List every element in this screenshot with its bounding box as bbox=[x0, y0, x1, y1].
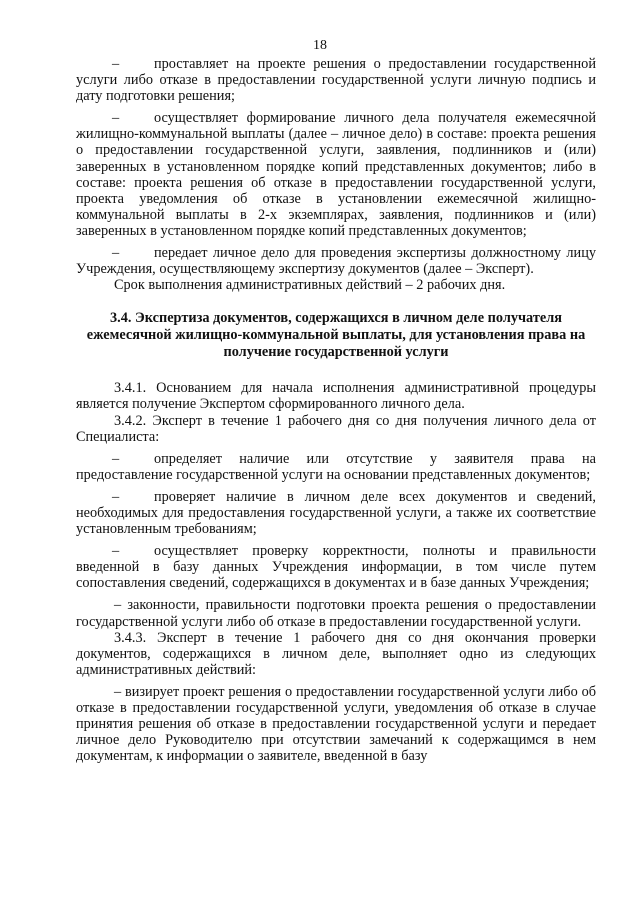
bullet-dash: – bbox=[112, 245, 120, 262]
bullet-text: определяет наличие или отсутствие у заявителя права на предоставление государственной услуги на основании представленных документов; bbox=[76, 450, 596, 483]
section-heading: 3.4. Экспертиза документов, содержащихся в личном деле получателя ежемесячной жилищно-коммунальной выплаты, для установления права на получение государственной услуги bbox=[86, 310, 586, 361]
bullet-item bbox=[76, 56, 596, 104]
bullet-item bbox=[76, 489, 596, 537]
section-3-3-continuation bbox=[76, 56, 596, 293]
paragraph: – законности, правильности подготовки проекта решения о предоставлении государственной услуги либо об отказе в предоставлении государственной услуги. bbox=[76, 597, 596, 630]
bullet-text: осуществляет формирование личного дела получателя ежемесячной жилищно-коммунальной выплаты (далее – личное дело) в составе: проекта решения о предоставлении государственной услуги, заявления, подлинников и (или) заверенных в установленном порядке копий представленных документов; либо в составе: проекта решения об отказе в предоставлении государственной услуги, проекта уведомления об отказе в установлении ежемесячной жилищно-коммунальной выплаты в 2-х экземплярах, заявления, подлинников и (или) заверенных в установленном порядке копий представленных документов; bbox=[76, 110, 596, 239]
bullet-item bbox=[76, 543, 596, 591]
bullet-text: проставляет на проекте решения о предоставлении государственной услуги либо отказе в предоставлении государственной услуги личную подпись и дату подготовки решения; bbox=[76, 56, 596, 105]
bullet-dash: – bbox=[112, 56, 120, 72]
bullet-dash: – bbox=[112, 488, 120, 505]
bullet-dash: – bbox=[112, 110, 120, 127]
bullet-item bbox=[76, 110, 596, 239]
bullet-item bbox=[76, 451, 596, 483]
document-body bbox=[76, 56, 596, 764]
paragraph: Срок выполнения административных действий – 2 рабочих дня. bbox=[114, 277, 506, 294]
paragraph: 3.4.2. Эксперт в течение 1 рабочего дня со дня получения личного дела от Специалиста: bbox=[76, 412, 596, 445]
bullet-text: передает личное дело для проведения экспертизы должностному лицу Учреждения, осуществляющему экспертизу документов (далее – Эксперт). bbox=[76, 245, 596, 278]
paragraph: – визирует проект решения о предоставлении государственной услуги либо об отказе в предоставлении государственной услуги, уведомления об отказе в случае принятия решения об отказе в предоставлении государственной услуги и передает личное дело Руководителю при отсутствии замечаний к содержащимся в нем документам, к информации о заявителе, введенной в базу bbox=[76, 683, 596, 765]
bullet-dash: – bbox=[112, 450, 120, 467]
bullet-item bbox=[76, 245, 596, 277]
section-3-4 bbox=[76, 380, 596, 764]
bullet-text: осуществляет проверку корректности, полноты и правильности введенной в базу данных Учреждения информации, в том числе путем сопоставления сведений, содержащихся в документах и в базе данных Учреждения; bbox=[76, 543, 596, 592]
paragraph: 3.4.3. Эксперт в течение 1 рабочего дня со дня окончания проверки документов, содержащихся в личном деле, выполняет одно из следующих административных действий: bbox=[76, 629, 596, 678]
bullet-dash: – bbox=[112, 543, 120, 560]
paragraph: 3.4.1. Основанием для начала исполнения административной процедуры является получение Экспертом сформированного личного дела. bbox=[76, 380, 596, 413]
bullet-text: проверяет наличие в личном деле всех документов и сведений, необходимых для предоставления государственной услуги, а также их соответствие установленным требованиям; bbox=[76, 488, 596, 538]
page-number: 18 bbox=[313, 38, 327, 53]
